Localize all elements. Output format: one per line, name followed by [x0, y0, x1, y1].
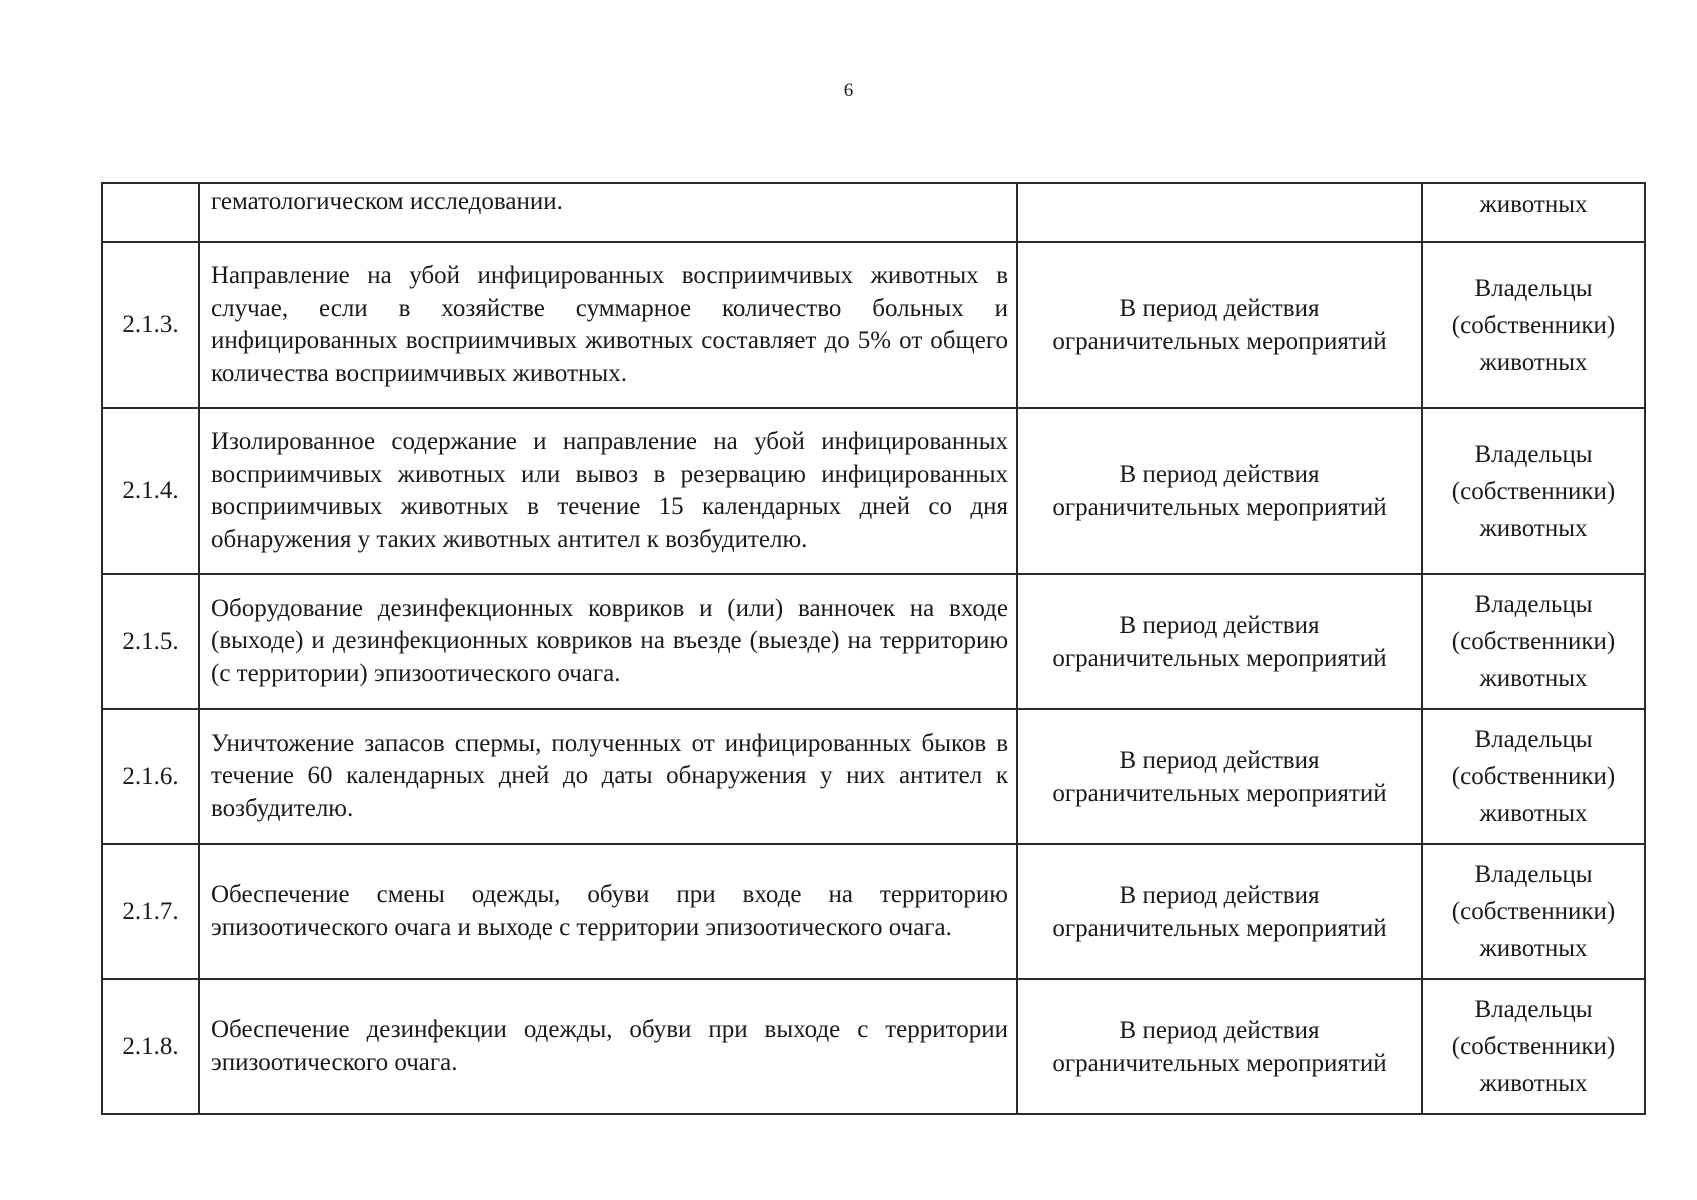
row-responsible-cell: животных: [1422, 183, 1645, 242]
table-row-continuation: [102, 183, 1645, 242]
table-row: [102, 408, 1645, 574]
row-description-cell: Изолированное содержание и направление на убой инфицированных восприимчивых животных или вывоз в резервацию инфицированных восприимчивых животных в течение 15 календарных дней со дня обнаружения у таких животных антител к возбудителю.: [199, 408, 1017, 574]
row-period-cell: В период действия ограничительных мероприятий: [1017, 979, 1422, 1114]
row-period-cell: В период действия ограничительных мероприятий: [1017, 574, 1422, 709]
row-description-cell: Оборудование дезинфекционных ковриков и (или) ванночек на входе (выходе) и дезинфекционных ковриков на въезде (выезде) на территорию (с территории) эпизоотического очага.: [199, 574, 1017, 709]
row-description-cell: Обеспечение дезинфекции одежды, обуви при выходе с территории эпизоотического очага.: [199, 979, 1017, 1114]
page-number: 6: [843, 80, 854, 101]
row-description-cell: Уничтожение запасов спермы, полученных от инфицированных быков в течение 60 календарных дней до даты обнаружения у них антител к возбудителю.: [199, 709, 1017, 844]
table-row: [102, 574, 1645, 709]
table-row: [102, 709, 1645, 844]
table-row: [102, 844, 1645, 979]
row-number-cell: 2.1.6.: [102, 709, 199, 844]
row-description-cell: гематологическом исследовании.: [199, 183, 1017, 242]
row-number-cell: 2.1.5.: [102, 574, 199, 709]
row-responsible-cell: Владельцы (собственники) животных: [1422, 979, 1645, 1114]
row-period-cell: В период действия ограничительных мероприятий: [1017, 242, 1422, 408]
row-number-cell: 2.1.7.: [102, 844, 199, 979]
row-description-cell: Направление на убой инфицированных восприимчивых животных в случае, если в хозяйстве суммарное количество больных и инфицированных восприимчивых животных составляет до 5% от общего количества восприимчивых животных.: [199, 242, 1017, 408]
row-number-cell: 2.1.8.: [102, 979, 199, 1114]
row-period-cell: В период действия ограничительных мероприятий: [1017, 709, 1422, 844]
row-responsible-cell: Владельцы (собственники) животных: [1422, 709, 1645, 844]
row-responsible-cell: Владельцы (собственники) животных: [1422, 574, 1645, 709]
row-period-cell: [1017, 183, 1422, 242]
row-number-cell: 2.1.4.: [102, 408, 199, 574]
table-row: [102, 242, 1645, 408]
row-responsible-cell: Владельцы (собственники) животных: [1422, 242, 1645, 408]
row-period-cell: В период действия ограничительных мероприятий: [1017, 408, 1422, 574]
measures-table: [101, 182, 1646, 1115]
row-responsible-cell: Владельцы (собственники) животных: [1422, 844, 1645, 979]
row-description-cell: Обеспечение смены одежды, обуви при входе на территорию эпизоотического очага и выходе с территории эпизоотического очага.: [199, 844, 1017, 979]
row-period-cell: В период действия ограничительных мероприятий: [1017, 844, 1422, 979]
row-number-cell: 2.1.3.: [102, 242, 199, 408]
row-number-cell: [102, 183, 199, 242]
table-row: [102, 979, 1645, 1114]
row-responsible-cell: Владельцы (собственники) животных: [1422, 408, 1645, 574]
